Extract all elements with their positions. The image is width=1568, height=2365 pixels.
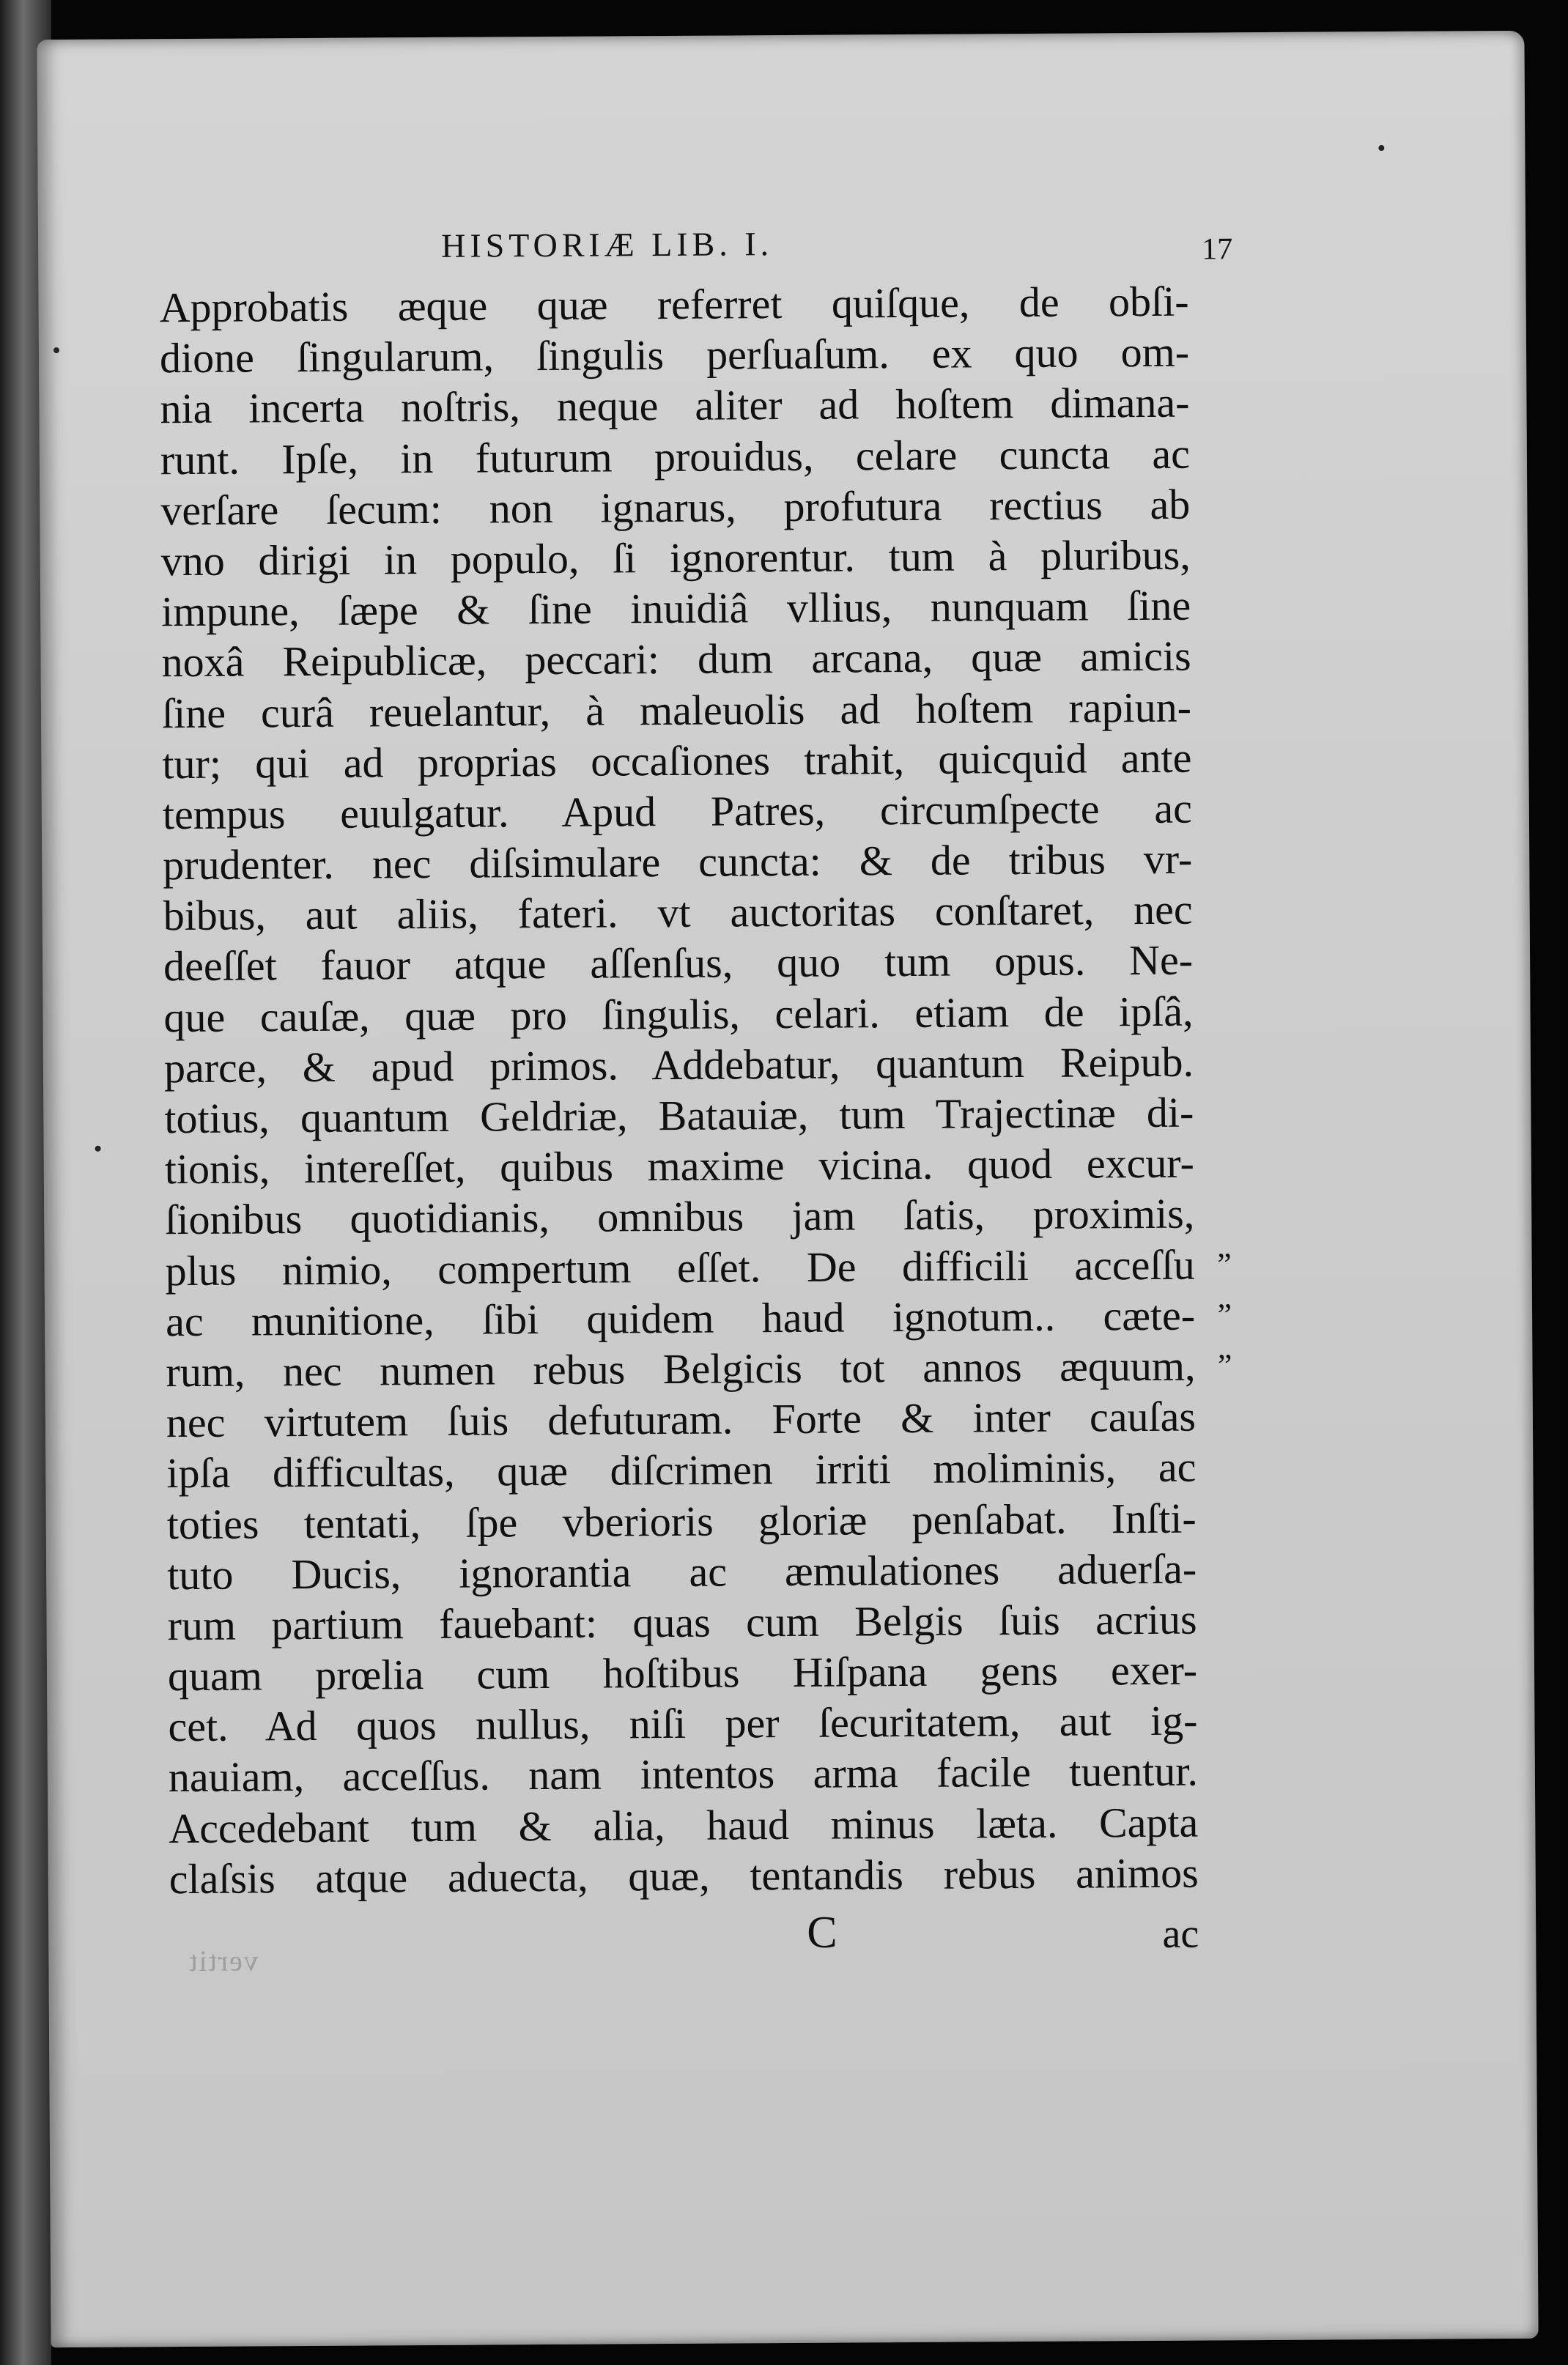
margin-quote-mark: ” bbox=[1217, 1297, 1232, 1333]
text-line: plus nimio, compertum eſſet. De difficili acceſſu ” bbox=[165, 1239, 1194, 1296]
text-line: tur; qui ad proprias occaſiones trahit, quicquid ante bbox=[162, 733, 1192, 788]
text-line: dione ſingularum, ſingulis perſuaſum. ex quo om- bbox=[159, 327, 1190, 382]
text-line: noxâ Reipublicæ, peccari: dum arcana, quæ amicis bbox=[161, 632, 1191, 686]
page-content bbox=[37, 31, 1538, 2347]
text-line: Approbatis æque quæ referret quiſque, de obſi- bbox=[159, 277, 1189, 332]
bleed-through-text: vertit bbox=[188, 1944, 259, 1978]
signature-mark: C bbox=[806, 1907, 837, 1958]
text-line: que cauſæ, quæ pro ſingulis, celari. etiam de ipſâ, bbox=[163, 987, 1194, 1041]
text-line: parce, & apud primos. Addebatur, quantum Reipub. bbox=[163, 1037, 1194, 1092]
text-line: ſine curâ reuelantur, à maleuolis ad hoſtem rapiun- bbox=[161, 683, 1192, 737]
margin-mark bbox=[1378, 145, 1384, 151]
book-page bbox=[37, 31, 1538, 2347]
text-line: tuto Ducis, ignorantia ac æmulationes aduerſa- bbox=[167, 1544, 1197, 1599]
text-line: rum, nec numen rebus Belgicis tot annos æquum, ” bbox=[166, 1341, 1195, 1398]
text-line: ipſa difficultas, quæ diſcrimen irriti moliminis, ac bbox=[166, 1443, 1197, 1498]
running-head bbox=[192, 222, 1233, 279]
text-line: nia incerta noſtris, neque aliter ad hoſtem dimana- bbox=[160, 379, 1190, 433]
text-line: verſare ſecum: non ignarus, profutura rectius ab bbox=[160, 480, 1191, 534]
text-line: totius, quantum Geldriæ, Batauiæ, tum Trajectinæ di- bbox=[164, 1088, 1194, 1143]
text-line: nauiam, acceſſus. nam intentos arma facile tuentur. bbox=[168, 1747, 1199, 1802]
running-head-title: HISTORIÆ LIB. I. bbox=[440, 225, 774, 264]
text-line: tionis, intereſſet, quibus maxime vicina. quod excur- bbox=[164, 1139, 1194, 1193]
text-line: vno dirigi in populo, ſi ignorentur. tum à pluribus, bbox=[160, 530, 1191, 585]
margin-quote-mark: ” bbox=[1216, 1246, 1232, 1282]
margin-mark bbox=[95, 1146, 101, 1152]
text-line: cet. Ad quos nullus, niſi per ſecuritatem, aut ig- bbox=[168, 1696, 1198, 1751]
text-line: prudenter. nec diſsimulare cuncta: & de tribus vr- bbox=[163, 834, 1193, 889]
text-line: deeſſet fauor atque aſſenſus, quo tum opus. Ne- bbox=[163, 936, 1194, 991]
text-line: claſsis atque aduecta, quæ, tentandis rebus animos bbox=[169, 1848, 1199, 1903]
text-line: ſionibus quotidianis, omnibus jam ſatis, proximis, bbox=[165, 1189, 1195, 1244]
catchword: ac bbox=[1162, 1911, 1199, 1957]
text-line: Accedebant tum & alia, haud minus læta. Capta bbox=[169, 1798, 1199, 1852]
text-line: ac munitione, ſibi quidem haud ignotum.. cæte- ” bbox=[166, 1289, 1195, 1347]
text-line: toties tentati, ſpe vberioris gloriæ penſabat. Inſti- bbox=[166, 1494, 1197, 1548]
text-line: impune, ſæpe & ſine inuidiâ vllius, nunquam ſine bbox=[160, 581, 1191, 636]
page-number: 17 bbox=[1202, 232, 1233, 267]
text-line: quam prœlia cum hoſtibus Hiſpana gens exer- bbox=[167, 1646, 1198, 1700]
text-line: nec virtutem ſuis defuturam. Forte & inter cauſas bbox=[166, 1392, 1197, 1447]
margin-mark bbox=[53, 347, 59, 353]
margin-quote-mark: ” bbox=[1217, 1347, 1232, 1384]
text-line: rum partium fauebant: quas cum Belgis ſuis acrius bbox=[167, 1595, 1197, 1650]
text-line: tempus euulgatur. Apud Patres, circumſpecte ac bbox=[162, 784, 1193, 839]
text-line: runt. Ipſe, in futurum prouidus, celare cuncta ac bbox=[160, 429, 1191, 484]
page-footer bbox=[169, 1905, 1199, 1963]
body-text bbox=[159, 276, 1232, 1905]
text-line: bibus, aut aliis, fateri. vt auctoritas conſtaret, nec bbox=[163, 885, 1193, 940]
